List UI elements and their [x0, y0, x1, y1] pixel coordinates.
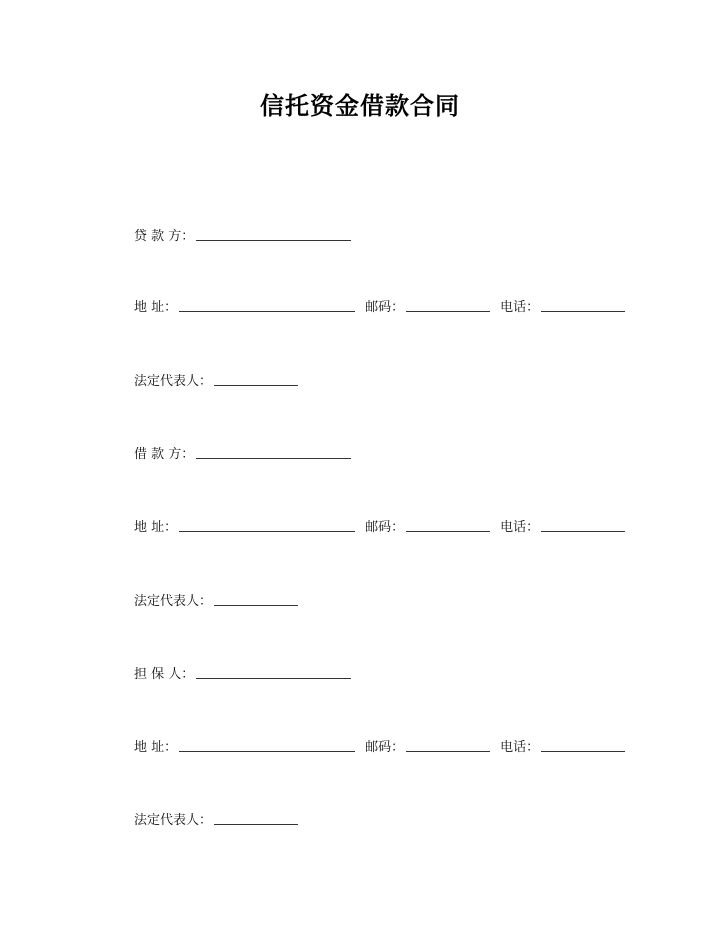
- lender-label: 贷 款 方：: [134, 229, 195, 244]
- borrower-address-row: [134, 515, 625, 535]
- phone-blank[interactable]: [541, 517, 625, 532]
- borrower-row: [134, 442, 351, 462]
- rep-blank[interactable]: [214, 371, 298, 386]
- phone-label: 电话：: [500, 300, 540, 315]
- lender-rep-row: [134, 369, 298, 389]
- phone-blank[interactable]: [541, 297, 625, 312]
- address-blank[interactable]: [179, 517, 355, 532]
- borrower-blank[interactable]: [196, 444, 351, 459]
- postcode-label: 邮码：: [365, 300, 405, 315]
- document-title: 信托资金借款合同: [260, 92, 460, 120]
- address-label: 地 址：: [134, 740, 178, 755]
- postcode-label: 邮码：: [365, 520, 405, 535]
- postcode-label: 邮码：: [365, 740, 405, 755]
- borrower-rep-row: [134, 589, 298, 609]
- rep-label: 法定代表人：: [134, 594, 213, 609]
- phone-blank[interactable]: [541, 737, 625, 752]
- address-blank[interactable]: [179, 737, 355, 752]
- guarantor-blank[interactable]: [196, 664, 351, 679]
- guarantor-label: 担 保 人：: [134, 667, 195, 682]
- rep-blank[interactable]: [214, 591, 298, 606]
- postcode-blank[interactable]: [406, 297, 490, 312]
- rep-blank[interactable]: [214, 810, 298, 825]
- lender-row: [134, 224, 351, 244]
- address-blank[interactable]: [179, 297, 355, 312]
- address-label: 地 址：: [134, 300, 178, 315]
- postcode-blank[interactable]: [406, 737, 490, 752]
- rep-label: 法定代表人：: [134, 813, 213, 828]
- rep-label: 法定代表人：: [134, 374, 213, 389]
- lender-blank[interactable]: [196, 226, 351, 241]
- guarantor-row: [134, 662, 351, 682]
- address-label: 地 址：: [134, 520, 178, 535]
- lender-address-row: [134, 295, 625, 315]
- guarantor-rep-row: [134, 808, 298, 828]
- guarantor-address-row: [134, 735, 625, 755]
- phone-label: 电话：: [500, 740, 540, 755]
- postcode-blank[interactable]: [406, 517, 490, 532]
- borrower-label: 借 款 方：: [134, 447, 195, 462]
- phone-label: 电话：: [500, 520, 540, 535]
